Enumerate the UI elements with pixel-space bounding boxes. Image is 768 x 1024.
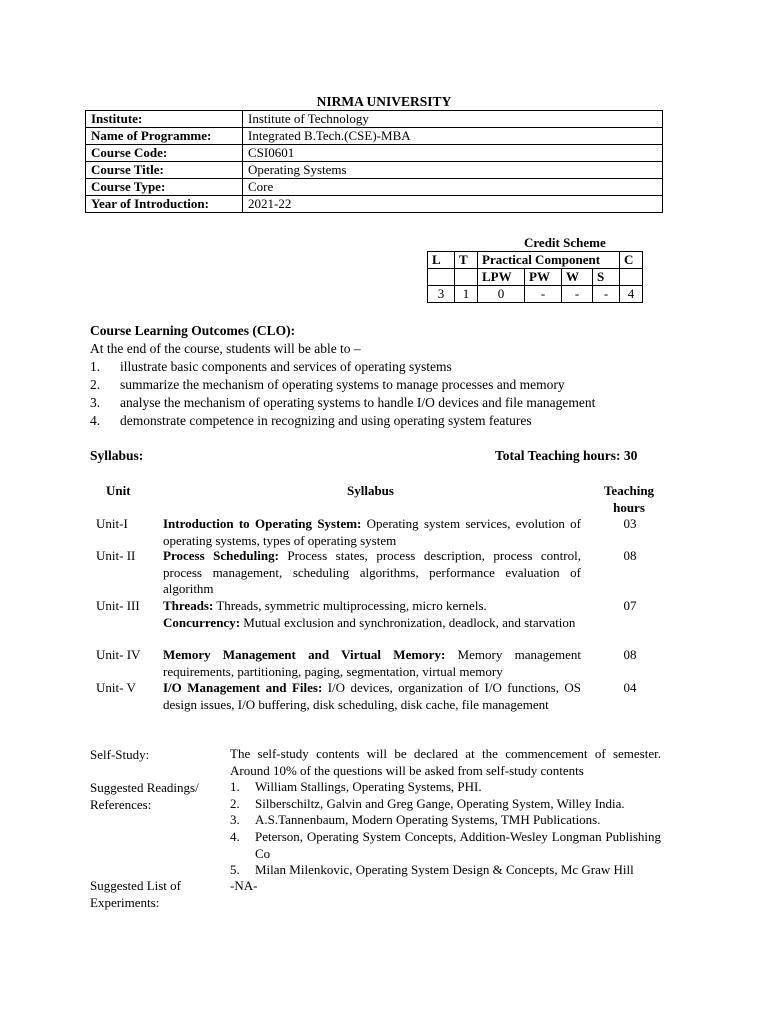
unit-label-4: Unit- IV: [96, 647, 141, 662]
clo-item-1: 1. illustrate basic components and services of operating systems: [90, 359, 452, 374]
syllabus-label: Syllabus:: [90, 448, 144, 463]
unit-content-2: Process Scheduling: Process states, process description, process control, process management, scheduling algorithms, performance evaluation of algorithm: [163, 548, 581, 596]
credit-value-lpw: 0: [478, 286, 525, 303]
unit-content-4: Memory Management and Virtual Memory: Memory management requirements, partitioning, paging, segmentation, virtual memory: [163, 647, 581, 679]
credit-header-w: W: [562, 269, 593, 286]
self-study-text: The self-study contents will be declared at the commencement of semester. Around 10% of the questions will be asked from self-study contents: [230, 746, 661, 778]
col-header-syllabus: Syllabus: [347, 483, 394, 498]
unit-hours-1: 03: [623, 516, 637, 531]
unit-label-1: Unit-I: [96, 516, 128, 531]
clo-item-2: 2. summarize the mechanism of operating systems to manage processes and memory: [90, 377, 565, 392]
credit-header-practical: Practical Component: [478, 252, 620, 269]
info-row-course-code: Course Code: CSI0601: [86, 145, 663, 162]
credit-header-c: C: [620, 252, 643, 269]
col-header-teaching-hours: Teaching hours: [603, 483, 655, 515]
info-row-institute: Institute: Institute of Technology: [86, 111, 663, 128]
col-header-unit: Unit: [106, 483, 131, 498]
unit-label-3: Unit- III: [96, 598, 140, 613]
clo-item-3: 3. analyse the mechanism of operating systems to handle I/O devices and file management: [90, 395, 596, 410]
readings-label: Suggested Readings/ References:: [90, 780, 199, 812]
clo-heading: Course Learning Outcomes (CLO):: [90, 323, 296, 338]
experiments-value: -NA-: [230, 878, 258, 893]
credit-header-pw: PW: [525, 269, 562, 286]
credit-value-s: -: [593, 286, 620, 303]
info-row-course-title: Course Title: Operating Systems: [86, 162, 663, 179]
course-info-table: [85, 110, 663, 213]
total-teaching-hours: Total Teaching hours: 30: [495, 448, 638, 463]
credit-header-s: S: [593, 269, 620, 286]
info-row-year: Year of Introduction: 2021-22: [86, 196, 663, 213]
credit-value-c: 4: [620, 286, 643, 303]
credit-header-t: T: [455, 252, 478, 269]
unit-content-1: Introduction to Operating System: Operating system services, evolution of operating systems, types of operating system: [163, 516, 581, 548]
unit-content-5: I/O Management and Files: I/O devices, organization of I/O functions, OS design issues, I/O buffering, disk scheduling, disk cache, file management: [163, 680, 581, 712]
unit-content-3: Threads: Threads, symmetric multiprocessing, micro kernels. Concurrency: Mutual exclusion and synchronization, deadlock, and starvation: [163, 598, 576, 630]
unit-hours-5: 04: [623, 680, 637, 695]
clo-item-4: 4. demonstrate competence in recognizing and using operating system features: [90, 413, 532, 428]
info-row-course-type: Course Type: Core: [86, 179, 663, 196]
university-title: NIRMA UNIVERSITY: [316, 94, 452, 109]
credit-scheme-title: Credit Scheme: [524, 235, 606, 250]
credit-value-l: 3: [428, 286, 455, 303]
info-row-programme: Name of Programme: Integrated B.Tech.(CSE)-MBA: [86, 128, 663, 145]
unit-hours-4: 08: [623, 647, 637, 662]
credit-value-w: -: [562, 286, 593, 303]
clo-intro: At the end of the course, students will be able to –: [90, 341, 361, 356]
self-study-label: Self-Study:: [90, 747, 150, 762]
credit-value-pw: -: [525, 286, 562, 303]
unit-hours-2: 08: [623, 548, 637, 563]
credit-header-l: L: [428, 252, 455, 269]
credit-value-t: 1: [455, 286, 478, 303]
credit-scheme-table: [427, 251, 643, 303]
unit-label-2: Unit- II: [96, 548, 136, 563]
credit-header-lpw: LPW: [478, 269, 525, 286]
unit-label-5: Unit- V: [96, 680, 136, 695]
unit-hours-3: 07: [623, 598, 637, 613]
experiments-label: Suggested List of Experiments:: [90, 878, 181, 910]
